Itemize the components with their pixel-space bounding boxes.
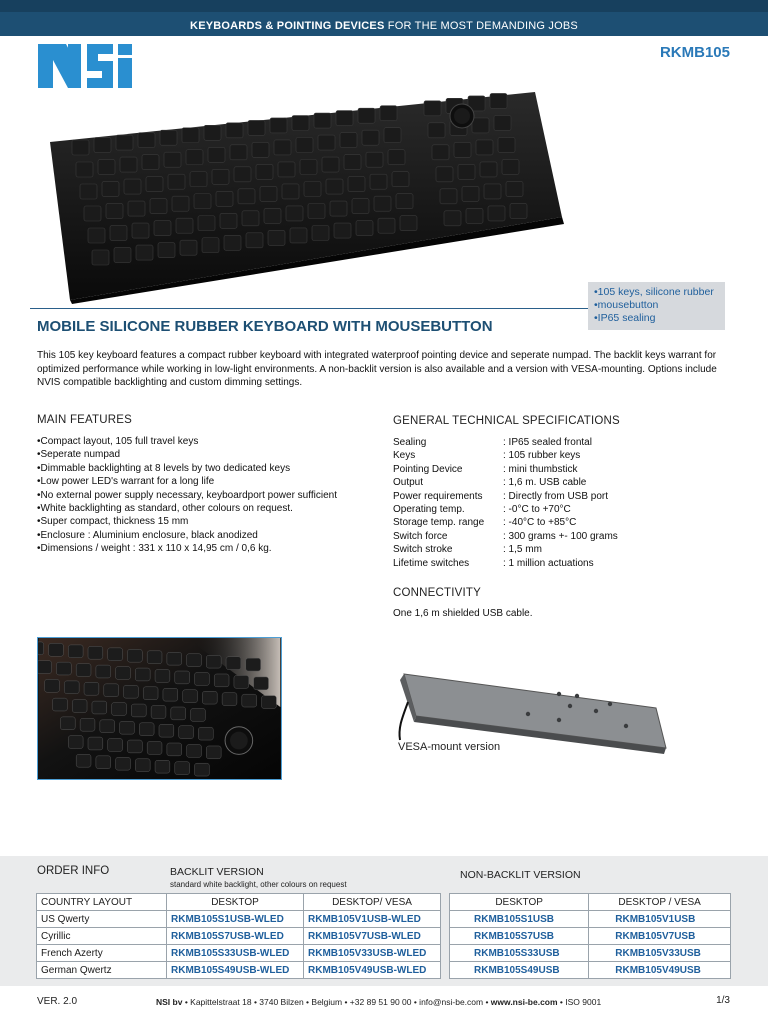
key: [490, 93, 507, 108]
feature-item: • Super compact, thickness 15 mm: [37, 515, 337, 528]
photo-key: [143, 687, 158, 700]
key: [340, 133, 357, 148]
photo-key: [254, 677, 269, 690]
tagline: KEYBOARDS & POINTING DEVICES FOR THE MOST DEMANDING JOBS: [190, 20, 578, 32]
key: [226, 123, 243, 138]
key: [216, 191, 233, 206]
connectivity-heading: CONNECTIVITY: [393, 587, 482, 599]
key: [336, 111, 353, 126]
key: [172, 196, 189, 211]
photo-key: [124, 685, 139, 698]
key: [176, 218, 193, 233]
table-row: RKMB105S1USB RKMB105V1USB: [450, 911, 731, 928]
key: [362, 130, 379, 145]
photo-key: [179, 726, 194, 739]
photo-key: [127, 649, 142, 662]
spec-row: Switch stroke : 1,5 mm: [393, 544, 542, 556]
photo-key: [139, 723, 154, 736]
photo-key: [147, 742, 162, 755]
nonbacklit-heading: NON-BACKLIT VERSION: [460, 869, 581, 881]
key: [268, 230, 285, 245]
key: [182, 128, 199, 143]
key: [154, 221, 171, 236]
key: [334, 223, 351, 238]
photo-key: [100, 720, 115, 733]
spec-row: Lifetime switches : 1 million actuations: [393, 557, 594, 569]
table-row: US Qwerty RKMB105S1USB-WLED RKMB105V1USB-WLED: [37, 911, 441, 928]
key: [510, 203, 527, 218]
photo-key: [163, 688, 178, 701]
key: [72, 140, 89, 155]
photo-key: [175, 671, 190, 684]
key: [472, 118, 489, 133]
key: [186, 150, 203, 165]
key: [348, 177, 365, 192]
spec-row: Power requirements : Directly from USB port: [393, 490, 609, 502]
key: [378, 218, 395, 233]
key: [444, 211, 461, 226]
key: [502, 159, 519, 174]
spec-row: Output : 1,6 m. USB cable: [393, 477, 587, 489]
key: [88, 228, 105, 243]
keyboard-image: [40, 82, 570, 304]
photo-key: [84, 682, 99, 695]
key: [252, 142, 269, 157]
top-banner-stripe: [0, 0, 768, 12]
feature-item: • Enclosure : Aluminium enclosure, black anodized: [37, 529, 337, 542]
photo-key: [135, 668, 150, 681]
key: [110, 226, 127, 241]
key: [158, 243, 175, 258]
key: [94, 138, 111, 153]
key: [124, 179, 141, 194]
photo-key: [187, 744, 202, 757]
photo-key: [127, 740, 142, 753]
key: [352, 199, 369, 214]
photo-key: [226, 657, 241, 670]
key: [466, 208, 483, 223]
spec-row: Pointing Device : mini thumbstick: [393, 463, 578, 475]
backlit-subheading: standard white backlight, other colours on request: [170, 880, 347, 889]
key: [128, 201, 145, 216]
key: [278, 162, 295, 177]
key: [198, 216, 215, 231]
photo-key: [167, 743, 182, 756]
key: [300, 160, 317, 175]
key: [312, 226, 329, 241]
key: [484, 184, 501, 199]
table-row: RKMB105S49USB RKMB105V49USB: [450, 962, 731, 979]
website-link[interactable]: www.nsi-be.com: [490, 997, 558, 1007]
highlight-item: •IP65 sealing: [594, 312, 656, 324]
top-banner: [0, 0, 768, 36]
photo-key: [49, 643, 64, 656]
key: [494, 115, 511, 130]
photo-key: [37, 661, 52, 674]
key: [114, 248, 131, 263]
key: [506, 181, 523, 196]
key: [220, 213, 237, 228]
key: [432, 145, 449, 160]
photo-key: [135, 759, 150, 772]
photo-key: [151, 706, 166, 719]
key: [260, 186, 277, 201]
order-info-heading: ORDER INFO: [37, 865, 110, 877]
key: [264, 208, 281, 223]
version-label: VER. 2.0: [37, 996, 78, 1007]
photo-key: [159, 724, 174, 737]
key: [286, 206, 303, 221]
spec-row: Storage temp. range : -40°C to +85°C: [393, 517, 577, 529]
table-header-row: COUNTRY LAYOUT DESKTOP DESKTOP/ VESA: [37, 894, 441, 911]
key: [308, 204, 325, 219]
photo-key: [120, 721, 135, 734]
photo-key: [64, 681, 79, 694]
intro-paragraph: This 105 key keyboard features a compact rubber keyboard with integrated waterproof pointing device and seperate numpad. The backlit keys warrant for optimized performance while working in low-light environments. A non-backlit version is also available and a version with VESA-mounting. Options include NVIS compatible backlighting and custom dimming settings.: [37, 350, 717, 388]
key: [150, 199, 167, 214]
key: [498, 137, 515, 152]
key: [344, 155, 361, 170]
photo-key: [206, 655, 221, 668]
footer: [0, 993, 768, 1013]
key: [224, 235, 241, 250]
features-list: [37, 435, 337, 556]
key: [370, 174, 387, 189]
feature-item: • Low power LED's warrant for a long life: [37, 475, 337, 488]
feature-item: • Seperate numpad: [37, 448, 337, 461]
spec-row: Operating temp. : -0°C to +70°C: [393, 504, 571, 516]
key: [358, 108, 375, 123]
feature-item: • Dimmable backlighting at 8 levels by two dedicated keys: [37, 462, 337, 475]
key: [384, 128, 401, 143]
key: [160, 130, 177, 145]
photo-key: [242, 694, 257, 707]
key: [476, 140, 493, 155]
key: [396, 194, 413, 209]
key: [120, 157, 137, 172]
spec-row: Keys : 105 rubber keys: [393, 450, 581, 462]
spec-row: Sealing : IP65 sealed frontal: [393, 437, 592, 448]
table-row: RKMB105S7USB RKMB105V7USB: [450, 928, 731, 945]
photo-key: [191, 709, 206, 722]
photo-key: [108, 648, 123, 661]
photo-key: [167, 652, 182, 665]
key: [98, 160, 115, 175]
photo-key: [88, 646, 103, 659]
key: [462, 186, 479, 201]
key: [296, 138, 313, 153]
key: [84, 206, 101, 221]
photo-key: [76, 664, 91, 677]
photo-key: [198, 727, 213, 740]
company-address: NSI bv • Kapittelstraat 18 • 3740 Bilzen • Belgium • +32 89 51 90 00 • info@nsi-be.com • www.nsi-be.com • ISO 9001: [156, 997, 602, 1007]
section-divider: [30, 308, 588, 309]
key: [234, 167, 251, 182]
key: [326, 179, 343, 194]
page-title: MOBILE SILICONE RUBBER KEYBOARD WITH MOUSEBUTTON: [37, 318, 493, 335]
table-row: Cyrillic RKMB105S7USB-WLED RKMB105V7USB-WLED: [37, 928, 441, 945]
photo-key: [116, 757, 131, 770]
photo-key: [222, 693, 237, 706]
svg-text:NSi: NSi: [38, 42, 40, 43]
specs-heading: GENERAL TECHNICAL SPECIFICATIONS: [393, 415, 620, 427]
key: [202, 238, 219, 253]
photo-key: [155, 760, 170, 773]
photo-key: [80, 718, 95, 731]
key: [164, 152, 181, 167]
backlit-order-table: [36, 893, 441, 979]
feature-item: • Dimensions / weight : 331 x 110 x 14,95 cm / 0,6 kg.: [37, 542, 337, 555]
photo-key: [171, 707, 186, 720]
photo-key: [262, 696, 277, 709]
key: [480, 162, 497, 177]
key: [106, 204, 123, 219]
key: [318, 135, 335, 150]
key: [366, 152, 383, 167]
key: [116, 135, 133, 150]
photo-key: [131, 704, 146, 717]
table-row: French Azerty RKMB105S33USB-WLED RKMB105V33USB-WLED: [37, 945, 441, 962]
key: [458, 164, 475, 179]
key: [190, 172, 207, 187]
feature-item: • White backlighting as standard, other colours on request.: [37, 502, 337, 515]
key: [330, 201, 347, 216]
key: [488, 206, 505, 221]
key: [142, 155, 159, 170]
page-number: 1/3: [716, 995, 730, 1006]
photo-key: [206, 746, 221, 759]
key: [168, 174, 185, 189]
specs-table: [393, 436, 618, 570]
key: [208, 147, 225, 162]
photo-key: [187, 654, 202, 667]
highlight-item: •105 keys, silicone rubber: [594, 286, 714, 298]
key: [246, 233, 263, 248]
key: [136, 245, 153, 260]
key: [380, 106, 397, 121]
key: [392, 172, 409, 187]
key: [80, 184, 97, 199]
photo-key: [68, 736, 83, 749]
highlight-item: •mousebutton: [594, 299, 659, 311]
spec-row: Switch force : 300 grams +- 100 grams: [393, 530, 618, 542]
photo-key: [56, 662, 71, 675]
photo-key: [68, 645, 83, 658]
key: [76, 162, 93, 177]
connectivity-text: One 1,6 m shielded USB cable.: [393, 608, 533, 619]
key: [180, 240, 197, 255]
model-number: RKMB105: [659, 44, 730, 61]
photo-key: [214, 674, 229, 687]
photo-key: [116, 667, 131, 680]
key: [230, 145, 247, 160]
photo-key: [175, 762, 190, 775]
key: [292, 116, 309, 131]
key: [146, 177, 163, 192]
key: [238, 189, 255, 204]
photo-key: [202, 691, 217, 704]
photo-key: [37, 642, 44, 655]
photo-key: [112, 703, 127, 716]
photo-key: [72, 700, 87, 713]
photo-key: [76, 754, 91, 767]
key: [388, 150, 405, 165]
photo-key: [108, 739, 123, 752]
key: [314, 113, 331, 128]
key: [436, 167, 453, 182]
key: [248, 120, 265, 135]
photo-key: [246, 658, 261, 671]
main-features-heading: MAIN FEATURES: [37, 414, 133, 426]
key: [400, 216, 417, 231]
key: [322, 157, 339, 172]
photo-key: [147, 651, 162, 664]
key: [204, 125, 221, 140]
highlights-box: [588, 282, 725, 330]
nonbacklit-order-table: [449, 893, 731, 979]
key: [424, 101, 441, 116]
photo-key: [92, 701, 107, 714]
photo-key: [183, 690, 198, 703]
key: [138, 133, 155, 148]
key: [132, 223, 149, 238]
keyboard-closeup-photo: [37, 637, 282, 780]
photo-key: [234, 675, 249, 688]
photo-key: [96, 665, 111, 678]
key: [374, 196, 391, 211]
table-row: RKMB105S33USB RKMB105V33USB: [450, 945, 731, 962]
photo-key: [195, 763, 210, 776]
feature-item: • Compact layout, 105 full travel keys: [37, 435, 337, 448]
key: [304, 182, 321, 197]
feature-item: • No external power supply necessary, keyboardport power sufficient: [37, 489, 337, 502]
vesa-caption: VESA-mount version: [398, 741, 501, 753]
key: [102, 182, 119, 197]
table-header-row: DESKTOP DESKTOP / VESA: [450, 894, 731, 911]
table-row: German Qwertz RKMB105S49USB-WLED RKMB105V49USB-WLED: [37, 962, 441, 979]
photo-key: [88, 737, 103, 750]
key: [270, 118, 287, 133]
photo-key: [195, 673, 210, 686]
key: [454, 142, 471, 157]
key: [290, 228, 307, 243]
photo-key: [53, 698, 68, 711]
photo-key: [60, 717, 75, 730]
backlit-heading: BACKLIT VERSION: [170, 866, 264, 878]
photo-key: [45, 679, 60, 692]
key: [274, 140, 291, 155]
key: [256, 164, 273, 179]
key: [440, 189, 457, 204]
key: [212, 169, 229, 184]
key: [356, 221, 373, 236]
key: [194, 194, 211, 209]
photo-key: [96, 756, 111, 769]
key: [428, 123, 445, 138]
key: [242, 211, 259, 226]
key: [282, 184, 299, 199]
key: [92, 250, 109, 265]
photo-key: [155, 670, 170, 683]
photo-key: [104, 684, 119, 697]
